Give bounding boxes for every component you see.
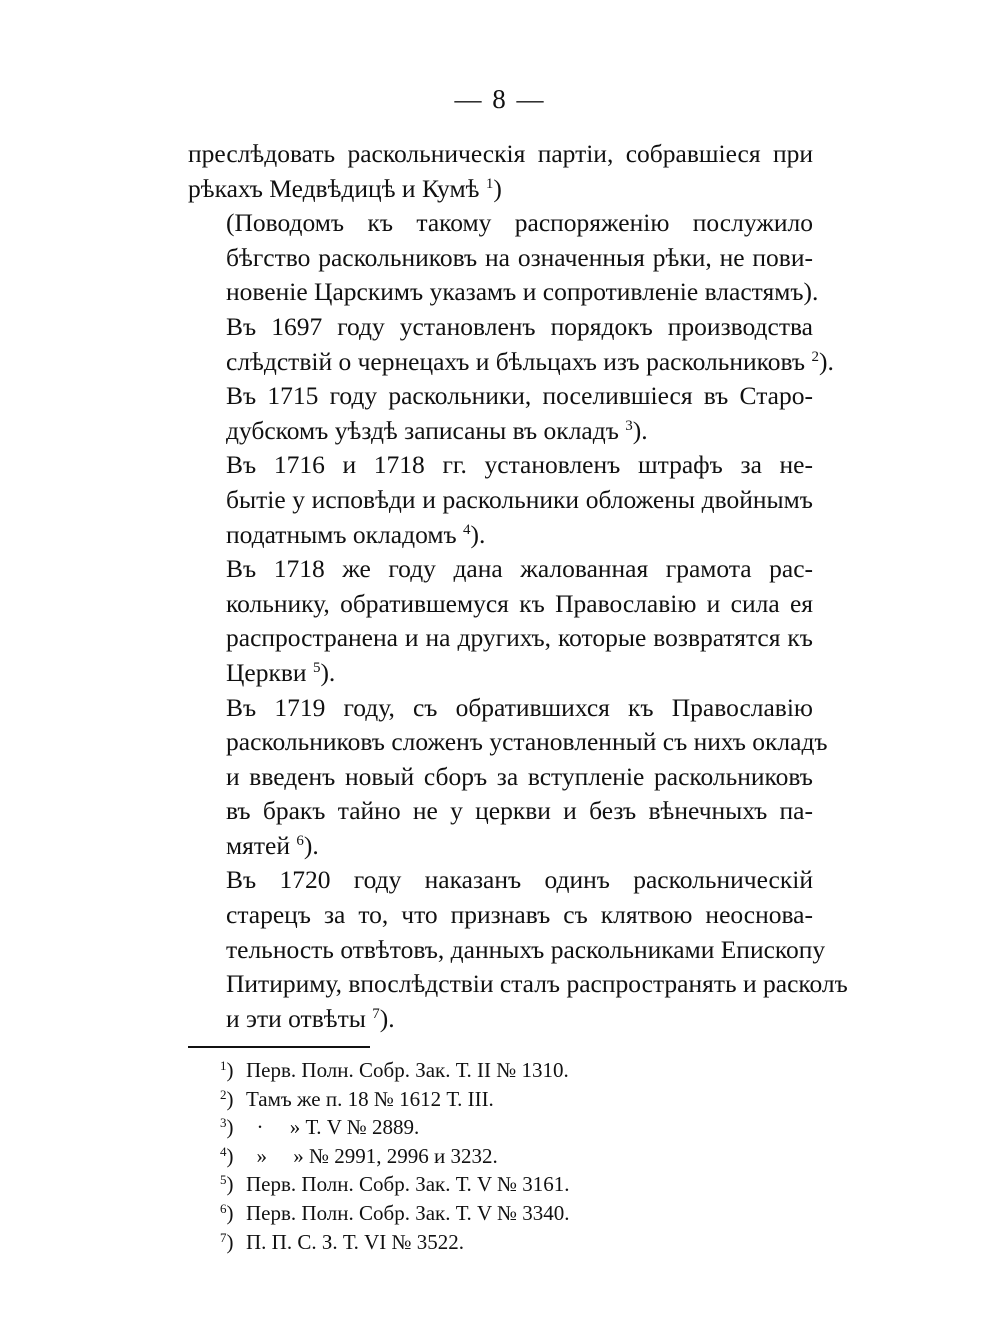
footnote-item [220,1056,780,1085]
text-line-content: мятей [226,830,290,860]
footnote-mark: $^3$) [220,1115,234,1140]
paragraph-5 [188,448,813,552]
paragraph-4 [188,379,813,448]
text-line [188,518,813,553]
footnote-ref[interactable]: 4 [463,521,471,538]
footnotes [220,1056,780,1256]
footnote-number: 5 [220,1172,227,1188]
text-line: новеніе Царскимъ указамъ и сопротивленіе властямъ). [226,277,819,307]
footnote-ref[interactable]: 7 [372,1005,380,1022]
body-text [188,137,848,1036]
paragraph-6 [188,552,813,690]
footnote-text: Тамъ же п. 18 № 1612 Т. III. [246,1086,494,1111]
text-line-content: податнымъ окладомъ [226,519,457,549]
closing-punctuation: ). [632,415,648,445]
text-line: (Поводомъ къ такому распоряженію послужило [226,208,813,238]
text-line: Въ 1697 году установленъ порядокъ производства [226,311,813,341]
text-line-content: дубскомъ уѣздѣ записаны въ окладъ [226,415,619,445]
text-line-content: Церкви [226,657,307,687]
footnote-number: 7 [220,1229,227,1245]
footnote-mark: $^1$) [220,1058,234,1082]
text-line: распространена и на другихъ, которые возвратятся къ [226,623,813,653]
footnote-item [220,1199,780,1228]
paragraph-2 [188,206,819,310]
footnote-text: » » № 2991, 2996 и 3232. [246,1143,498,1168]
paragraph-1 [188,137,813,206]
text-line: Въ 1719 году, съ обратившихся къ Православію [226,692,813,722]
footnote-number: 1 [220,1058,227,1073]
closing-punctuation: ). [303,830,319,860]
text-line: кольнику, обратившемуся къ Православію и сила ея [226,588,813,618]
paragraph-8 [188,863,848,1036]
footnote-text: Перв. Полн. Собр. Зак. Т. V № 3161. [246,1172,570,1197]
footnote-ref[interactable]: 3 [625,417,633,434]
text-line: Въ 1715 году раскольники, поселившіеся въ Старо- [226,381,813,411]
footnote-divider [188,1046,370,1048]
text-line [188,345,834,380]
text-line [188,1002,813,1037]
text-line: Въ 1718 же году дана жалованная грамота рас- [226,554,813,584]
footnote-mark: $^7$) [220,1229,234,1254]
footnote-text: П. П. С. З. Т. VI № 3522. [246,1229,465,1254]
footnote-text: Перв. Полн. Собр. Зак. Т. II № 1310. [246,1058,569,1082]
closing-punctuation: ). [379,1003,395,1033]
footnote-mark: $^5$) [220,1172,234,1197]
footnote-ref[interactable]: 2 [811,348,819,365]
footnote-mark: $^2$) [220,1086,234,1111]
footnote-item [220,1085,780,1114]
text-line: Въ 1716 и 1718 гг. установленъ штрафъ за не- [226,450,813,480]
footnote-item [220,1170,780,1199]
footnote-text: Перв. Полн. Собр. Зак. Т. V № 3340. [246,1200,570,1225]
closing-punctuation: ). [818,346,834,376]
text-line: старецъ за то, что признавъ съ клятвою неоснова- [226,900,813,930]
text-line-content: и эти отвѣты [226,1003,366,1033]
text-line [188,656,813,691]
text-line: тельность отвѣтовъ, данныхъ раскольниками Епископу [226,934,826,964]
text-line: Питириму, впослѣдствіи сталъ распространять и расколъ [226,969,848,999]
footnote-item [220,1142,780,1171]
closing-punctuation: ) [493,173,502,203]
text-line [188,414,813,449]
closing-punctuation: ). [470,519,486,549]
text-line-content: рѣкахъ Медвѣдицѣ и Кумѣ [188,173,480,203]
text-line: бытіе у исповѣди и раскольники обложены двойнымъ [226,484,813,514]
footnote-ref[interactable]: 1 [485,175,494,192]
footnote-ref[interactable]: 6 [296,832,304,849]
text-line-content: слѣдствій о чернецахъ и бѣльцахъ изъ раскольниковъ [226,346,806,376]
page-number: — 8 — [454,84,546,114]
footnote-mark: $^4$) [220,1143,234,1168]
text-line: раскольниковъ сложенъ установленный съ нихъ окладъ [226,727,828,757]
footnote-ref[interactable]: 5 [312,659,321,676]
footnote-mark: $^6$) [220,1200,234,1225]
footnote-text: · » Т. V № 2889. [246,1115,420,1140]
text-line [188,172,813,207]
text-line: въ бракъ тайно не у церкви и безъ вѣнечныхъ па- [226,796,813,826]
footnote-number: 3 [220,1115,227,1131]
paragraph-3 [188,310,834,379]
paragraph-7 [188,691,828,864]
closing-punctuation: ). [320,657,336,687]
text-line: бѣгство раскольниковъ на означенныя рѣки, не пови- [226,242,813,272]
footnote-item [220,1113,780,1142]
footnote-number: 2 [220,1086,227,1102]
footnote-number: 6 [220,1200,227,1216]
footnote-item [220,1228,780,1257]
footnote-number: 4 [220,1143,227,1159]
text-line: и введенъ новый сборъ за вступленіе раскольниковъ [226,761,813,791]
text-line: Въ 1720 году наказанъ одинъ раскольническій [226,865,813,895]
text-line [188,829,813,864]
text-line: преслѣдовать раскольническія партіи, собравшіеся при [188,139,813,168]
